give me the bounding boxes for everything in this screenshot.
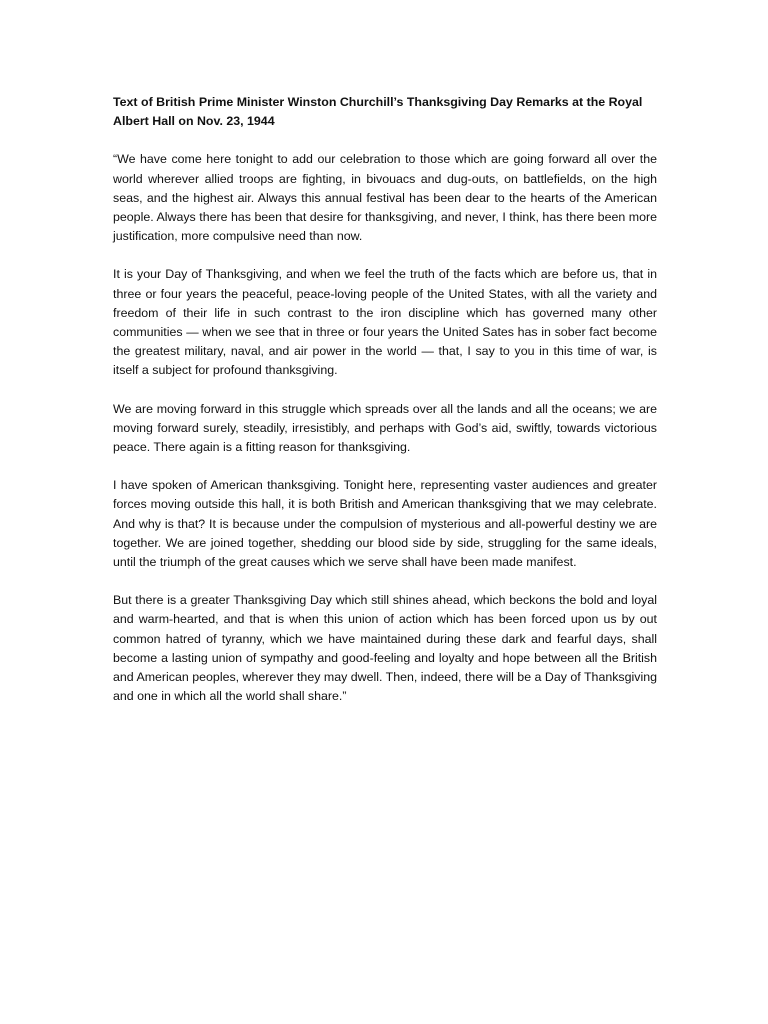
paragraph-3: We are moving forward in this struggle which spreads over all the lands and all the oceans; we are moving forward surely, steadily, irresistibly, and perhaps with God’s aid, swiftly, towards victorious peace. There again is a fitting reason for thanksgiving. xyxy=(113,401,657,455)
paragraph-4: I have spoken of American thanksgiving. Tonight here, representing vaster audiences and greater forces moving outside this hall, it is both British and American thanksgiving that we may celebrate. And why is that? It is because under the compulsion of mysterious and all-powerful destiny we are together. We are joined together, shedding our blood side by side, struggling for the same ideals, until the triumph of the great causes which we serve shall have been made manifest. xyxy=(113,478,657,570)
paragraph-1: “We have come here tonight to add our celebration to those which are going forward all over the world wherever allied troops are fighting, in bivouacs and dug-outs, on battlefields, on the high seas, and the highest air. Always this annual festival has been dear to the hearts of the American people. Always there has been that desire for thanksgiving, and never, I think, has there been more justification, more compulsive need than now. xyxy=(113,152,657,244)
paragraph-5: But there is a greater Thanksgiving Day which still shines ahead, which beckons the bold and loyal and warm-hearted, and that is when this union of action which has been forced upon us by out common hatred of tyranny, which we have maintained during these dark and fearful days, shall become a lasting union of sympathy and good-feeling and loyalty and hope between all the British and American peoples, wherever they may dwell. Then, indeed, there will be a Day of Thanksgiving and one in which all the world shall share.” xyxy=(113,593,657,704)
paragraph-2: It is your Day of Thanksgiving, and when we feel the truth of the facts which are before us, that in three or four years the peaceful, peace-loving people of the United States, with all the variety and freedom of their life in such contrast to the iron discipline which has governed many other communities — when we see that in three or four years the United Sates has in sober fact become the greatest military, naval, and air power in the world — that, I say to you in this time of war, is itself a subject for profound thanksgiving. xyxy=(113,267,657,378)
document-page xyxy=(113,93,657,725)
document-title: Text of British Prime Minister Winston Churchill’s Thanksgiving Day Remarks at the Royal Albert Hall on Nov. 23, 1944 xyxy=(113,95,643,129)
